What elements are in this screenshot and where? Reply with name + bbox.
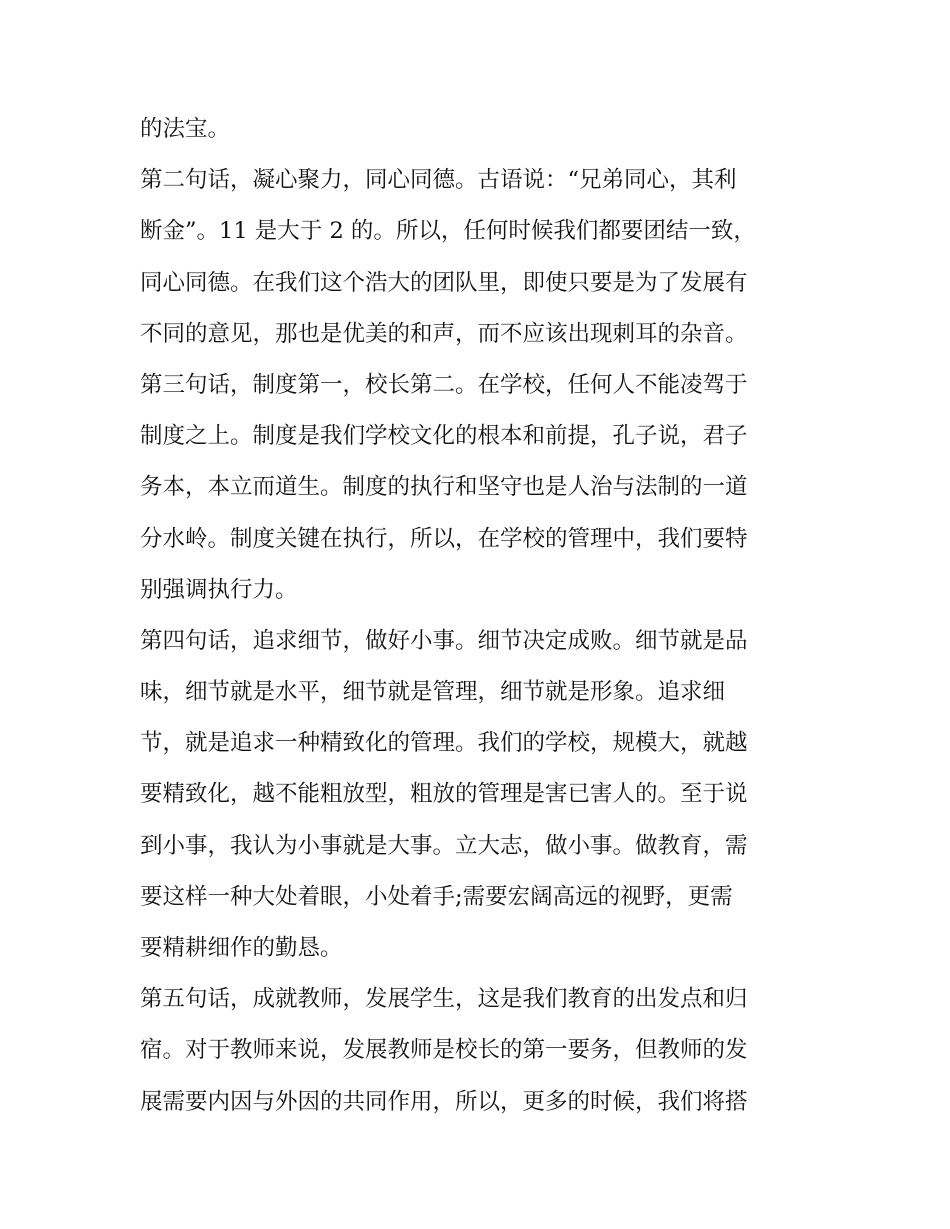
text-line: 宿。对于教师来说，发展教师是校长的第一要务，但教师的发 — [140, 1037, 748, 1064]
text-line: 分水岭。制度关键在执行，所以，在学校的管理中，我们要特 — [140, 525, 748, 552]
text-line: 到小事，我认为小事就是大事。立大志，做小事。做教育，需 — [140, 832, 748, 859]
text-line: 断金”。11 是大于 2 的。所以，任何时候我们都要团结一致， — [140, 218, 756, 245]
text-line: 要精耕细作的勤恳。 — [140, 935, 343, 961]
text-line: 要这样一种大处着眼，小处着手;需要宏阔高远的视野，更需 — [140, 883, 733, 910]
text-line: 第五句话，成就教师，发展学生，这是我们教育的出发点和归 — [140, 986, 748, 1013]
text-line: 展需要内因与外因的共同作用，所以，更多的时候，我们将搭 — [140, 1088, 748, 1115]
text-line: 第四句话，追求细节，做好小事。细节决定成败。细节就是品 — [140, 627, 748, 654]
text-line: 同心同德。在我们这个浩大的团队里，即使只要是为了发展有 — [140, 269, 748, 296]
text-line: 务本，本立而道生。制度的执行和坚守也是人治与法制的一道 — [140, 474, 748, 501]
body-text — [140, 104, 820, 1128]
text-line: 味，细节就是水平，细节就是管理，细节就是形象。追求细 — [140, 679, 726, 706]
text-line: 制度之上。制度是我们学校文化的根本和前提，孔子说，君子 — [140, 423, 748, 450]
text-line: 第三句话，制度第一，校长第二。在学校，任何人不能凌驾于 — [140, 371, 748, 398]
text-line: 要精致化，越不能粗放型，粗放的管理是害已害人的。至于说 — [140, 781, 748, 808]
text-line: 节，就是追求一种精致化的管理。我们的学校，规模大，就越 — [140, 730, 748, 757]
text-line: 别强调执行力。 — [140, 576, 298, 603]
text-line: 的法宝。 — [140, 116, 231, 142]
text-line: 不同的意见，那也是优美的和声，而不应该出现刺耳的杂音。 — [140, 320, 748, 347]
text-line: 第二句话，凝心聚力，同心同德。古语说：“兄弟同心，其利 — [140, 167, 737, 194]
